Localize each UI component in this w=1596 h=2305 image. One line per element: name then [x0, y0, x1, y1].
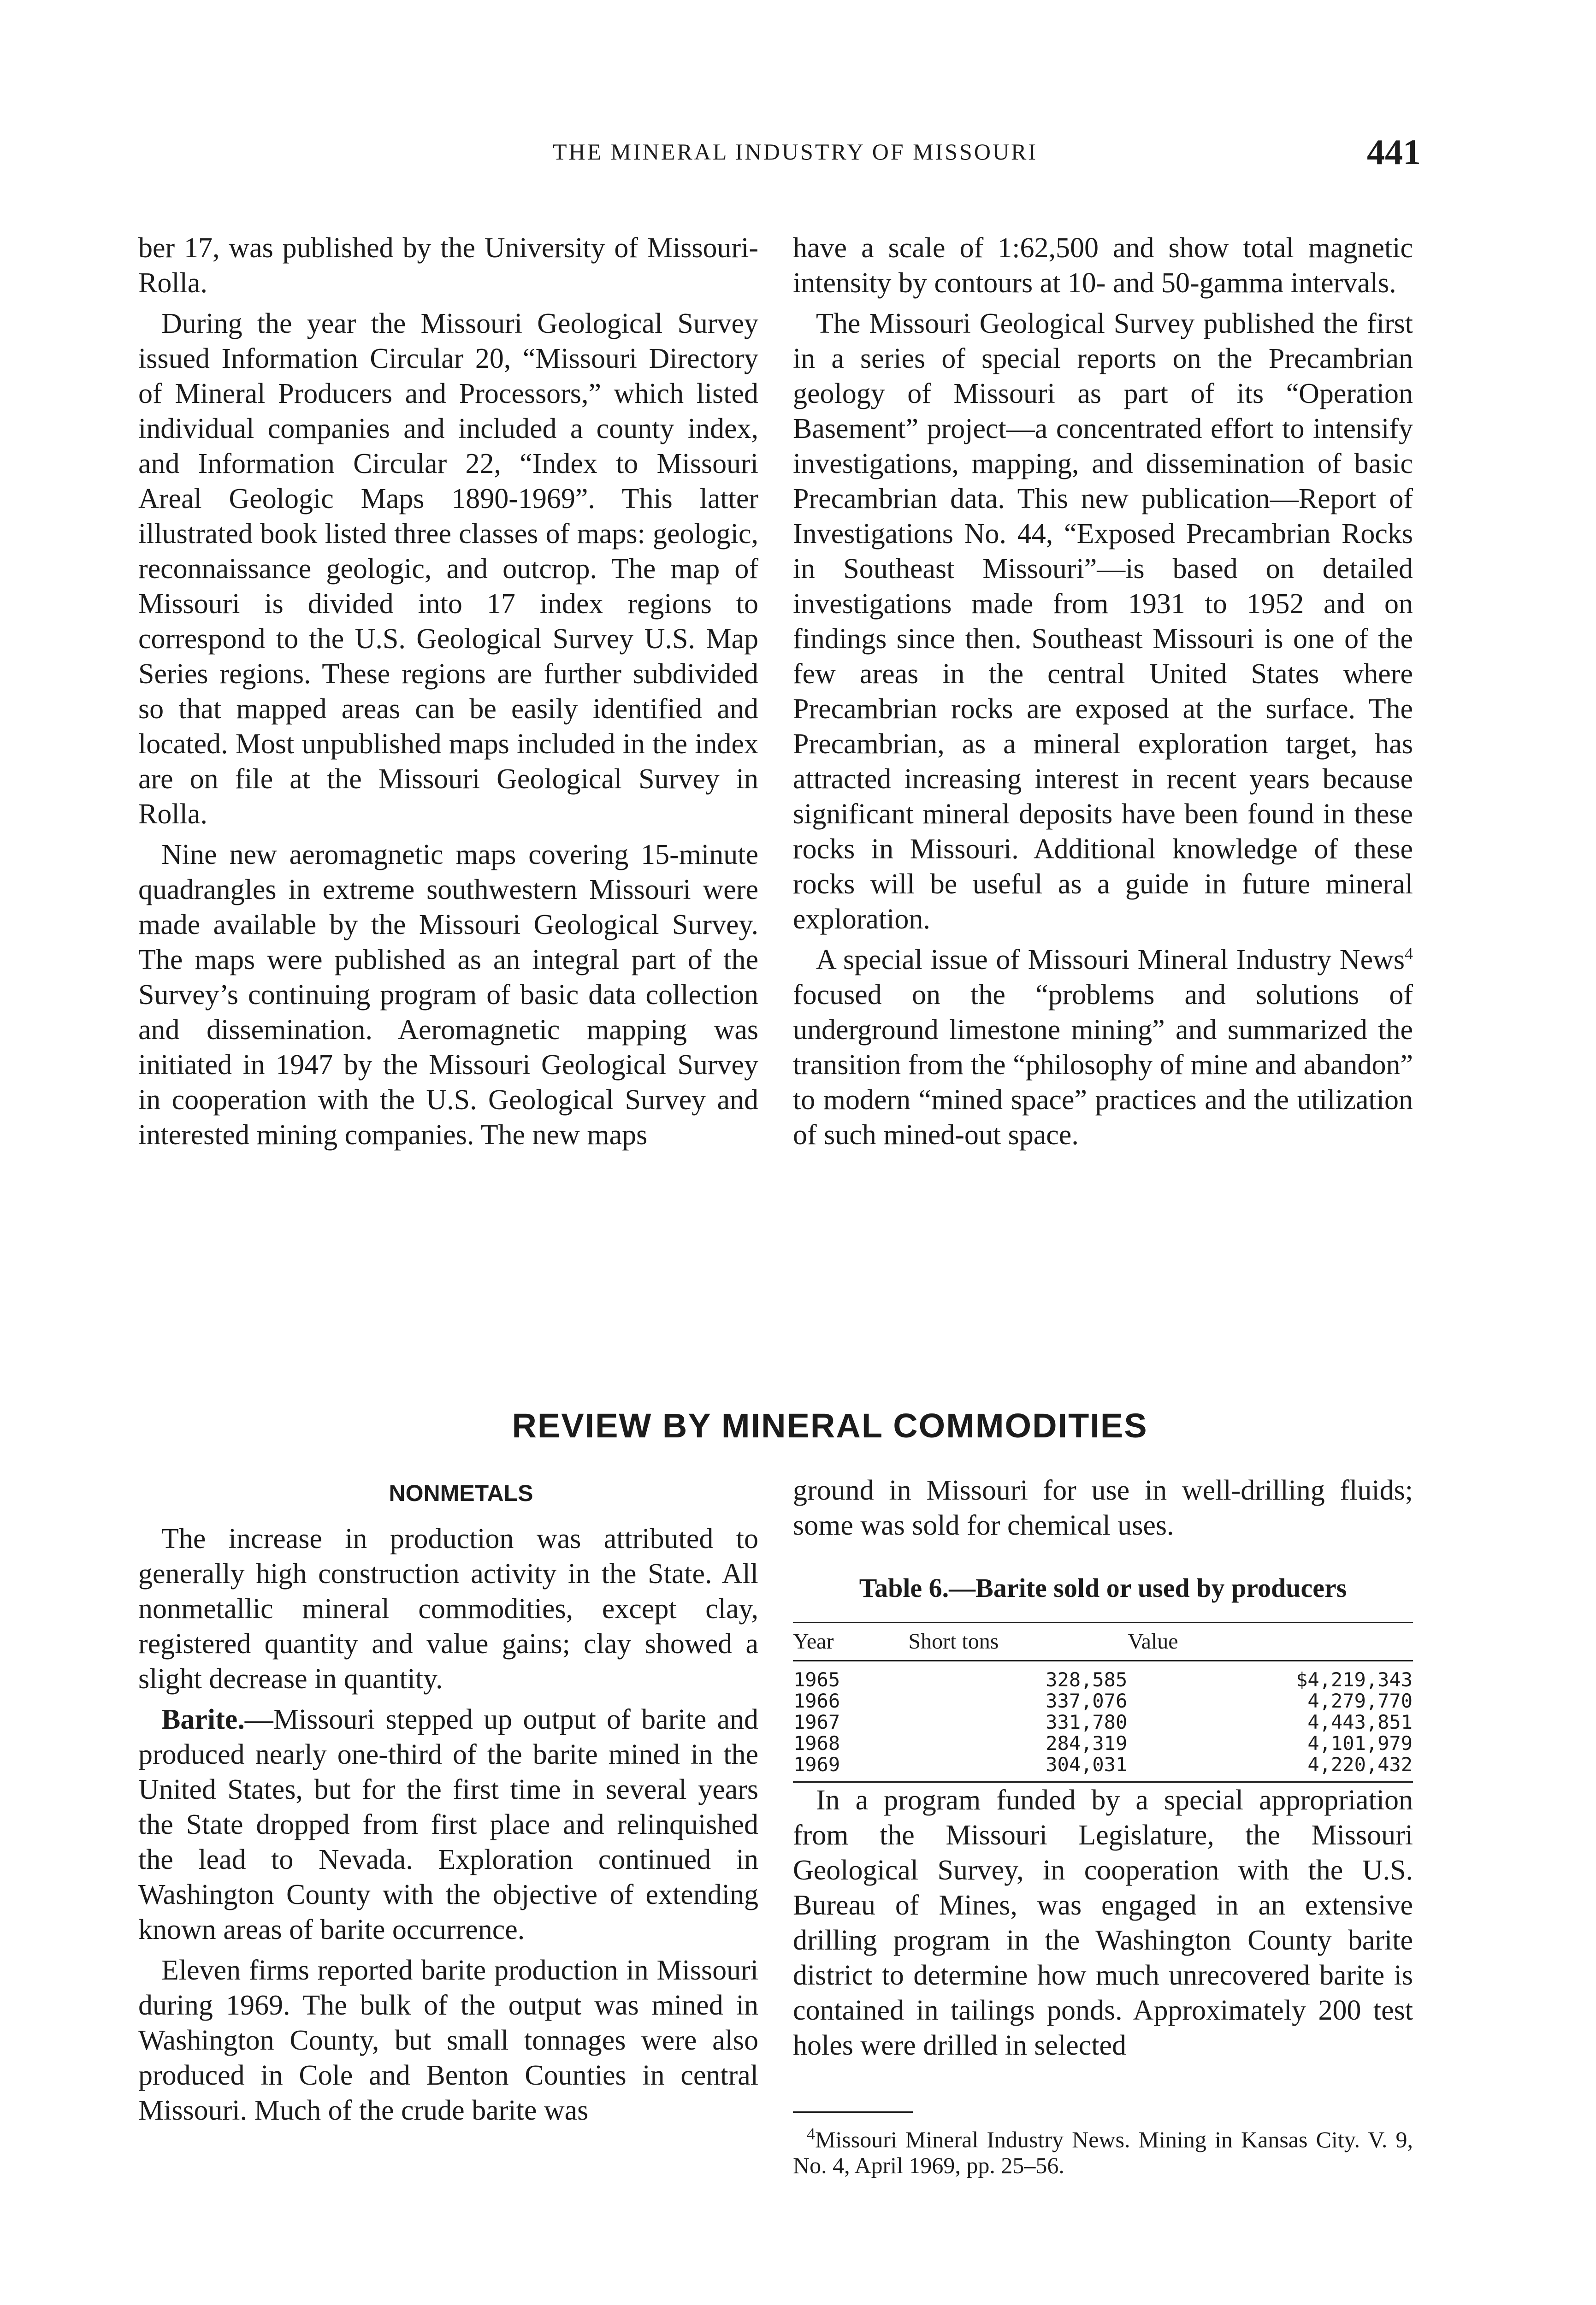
paragraph-text: focused on the “problems and solutions of underground limestone mining” and summarized the transition from the “philosophy of mine and abandon” to modern “mined space” practices and the utilization of such mined-out space. — [793, 979, 1413, 1151]
run-in-heading: Barite. — [161, 1704, 245, 1735]
paragraph — [793, 942, 1413, 1152]
paragraph: In a program funded by a special appropriation from the Missouri Legislature, the Missouri Geological Survey, in cooperation with the U.S. Bureau of Mines, was engaged in an extensive drilling program in the Washington County barite district to determine how much unrecovered barite is contained in tailings ponds. Approximately 200 test holes were drilled in selected — [793, 1785, 1413, 2061]
paragraph: ber 17, was published by the University of Missouri-Rolla. — [138, 232, 758, 299]
bottom-left-column — [138, 1521, 758, 2128]
top-left-column — [138, 230, 758, 1152]
footnote-text: Missouri Mineral Industry News. Mining in Kansas City. V. 9, No. 4, April 1969, pp. 25–56. — [793, 2127, 1413, 2178]
paragraph: During the year the Missouri Geological Survey issued Information Circular 20, “Missouri Directory of Mineral Producers and Processors,” which listed individual companies and included a county index, and Information Circular 22, “Index to Missouri Areal Geologic Maps 1890-1969”. This latter illustrated book listed three classes of maps: geologic, reconnaissance geologic, and outcrop. The map of Missouri is divided into 17 index regions to correspond to the U.S. Geological Survey U.S. Map Series regions. These regions are further subdivided so that mapped areas can be easily identified and located. Most unpublished maps included in the index are on file at the Missouri Geological Survey in Rolla. — [138, 308, 758, 830]
column-header: Short tons — [908, 1623, 1128, 1661]
paragraph: ground in Missouri for use in well-drilling fluids; some was sold for chemical uses. — [793, 1475, 1413, 1541]
table-row — [793, 1661, 1413, 1691]
footnote-marker: 4 — [807, 2124, 815, 2143]
paragraph: The increase in production was attributed to generally high construction activity in the State. All nonmetallic mineral commodities, except clay, registered quantity and value gains; clay showed a slight decrease in quantity. — [138, 1523, 758, 1695]
column-header: Year — [793, 1623, 908, 1661]
value-cell: 4,101,979 — [1307, 1732, 1413, 1755]
section-heading: REVIEW BY MINERAL COMMODITIES — [512, 1407, 1148, 1445]
value-cell: 4,220,432 — [1128, 1754, 1413, 1782]
year-cell: 1969 — [793, 1754, 908, 1782]
bottom-right-column — [793, 1473, 1413, 2178]
value-cell: $4,219,343 — [1296, 1668, 1413, 1691]
year-cell: 1968 — [793, 1732, 840, 1755]
footnote — [793, 2124, 1413, 2178]
column-header: Value — [1128, 1623, 1413, 1661]
footnote-reference: 4 — [1405, 944, 1413, 963]
subheading: NONMETALS — [389, 1480, 533, 1506]
paragraph-text: A special issue of Missouri Mineral Industry News — [816, 944, 1405, 975]
table-row — [793, 1754, 1413, 1782]
table-title: Table 6.—Barite sold or used by producers — [859, 1573, 1347, 1603]
paragraph: Eleven firms reported barite production in Missouri during 1969. The bulk of the output was mined in Washington County, but small tonnages were also produced in Cole and Benton Counties in central Missouri. Much of the crude barite was — [138, 1955, 758, 2126]
table-block — [793, 1571, 1413, 1783]
year-cell: 1966 — [793, 1690, 840, 1712]
paragraph: have a scale of 1:62,500 and show total magnetic intensity by contours at 10- and 50-gamma intervals. — [793, 232, 1413, 299]
paragraph-text: —Missouri stepped up output of barite and produced nearly one-third of the barite mined in the United States, but for the first time in several years the State dropped from first place and relinquished the lead to Nevada. Exploration continued in Washington County with the objective of extending known areas of barite occurrence. — [138, 1704, 758, 1945]
tons-cell: 331,780 — [1046, 1711, 1128, 1733]
year-cell: 1967 — [793, 1711, 840, 1733]
table-row — [793, 1712, 1413, 1733]
paragraph: The Missouri Geological Survey published the first in a series of special reports on the Precambrian geology of Missouri as part of its “Operation Basement” project—a concentrated effort to intensify investigations, mapping, and dissemination of basic Precambrian data. This new publication—Report of Investigations No. 44, “Exposed Precambrian Rocks in Southeast Missouri”—is based on detailed investigations made from 1931 to 1952 and on findings since then. Southeast Missouri is one of the few areas in the central United States where Precambrian rocks are exposed at the surface. The Precambrian, as a mineral exploration target, has attracted increasing interest in recent years because significant mineral deposits have been found in these rocks in Missouri. Additional knowledge of these rocks will be useful as a guide in future mineral exploration. — [793, 308, 1413, 935]
table-row — [793, 1690, 1413, 1712]
paragraph: Nine new aeromagnetic maps covering 15-minute quadrangles in extreme southwestern Missouri were made available by the Missouri Geological Survey. The maps were published as an integral part of the Survey’s continuing program of basic data collection and dissemination. Aeromagnetic mapping was initiated in 1947 by the Missouri Geological Survey in cooperation with the U.S. Geological Survey and interested mining companies. The new maps — [138, 839, 758, 1151]
top-right-column — [793, 230, 1413, 1152]
paragraph — [138, 1702, 758, 1947]
running-title: THE MINERAL INDUSTRY OF MISSOURI — [552, 139, 1038, 165]
tons-cell: 328,585 — [1046, 1668, 1128, 1691]
year-cell: 1965 — [793, 1668, 840, 1691]
page-number: 441 — [1367, 132, 1421, 172]
tons-cell: 304,031 — [908, 1754, 1128, 1782]
value-cell: 4,443,851 — [1307, 1711, 1413, 1733]
barite-table — [793, 1622, 1413, 1783]
tons-cell: 284,319 — [1046, 1732, 1128, 1755]
footnote-divider — [793, 2111, 913, 2113]
value-cell: 4,279,770 — [1307, 1690, 1413, 1712]
table-row — [793, 1733, 1413, 1754]
tons-cell: 337,076 — [1046, 1690, 1128, 1712]
